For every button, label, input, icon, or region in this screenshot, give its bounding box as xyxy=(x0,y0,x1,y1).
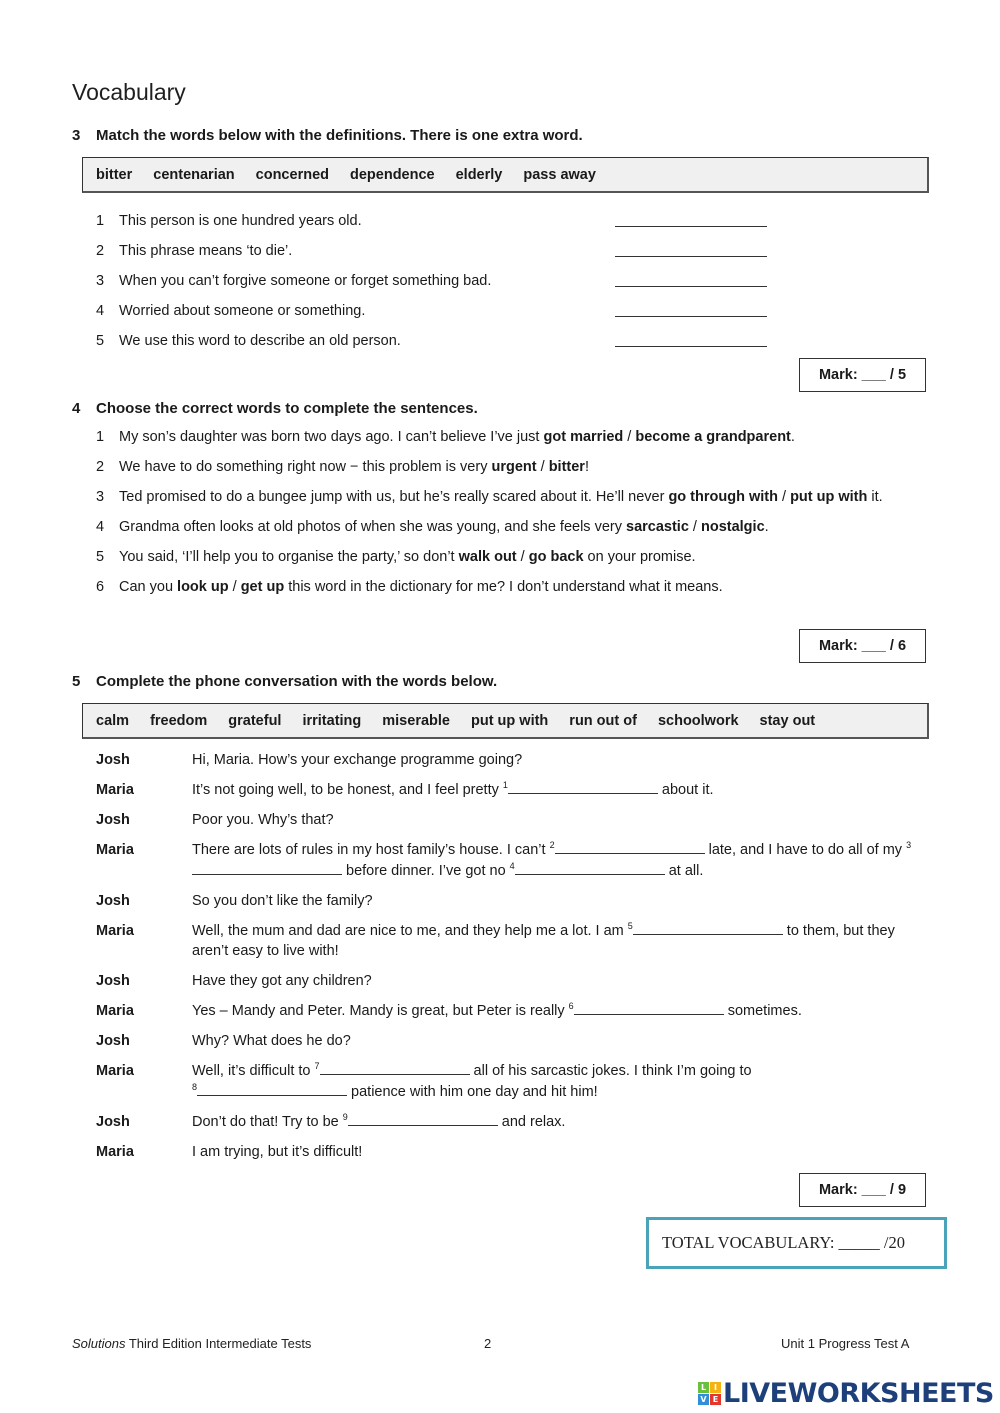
word-bank-item: put up with xyxy=(470,712,549,729)
option-1[interactable]: walk out xyxy=(458,549,517,565)
speaker-name: Maria xyxy=(96,782,134,798)
logo-letter-block: L xyxy=(698,1382,709,1393)
q4-instruction: Choose the correct words to complete the sentences. xyxy=(96,400,478,417)
q5-instruction: Complete the phone conversation with the words below. xyxy=(96,673,498,690)
dialog-text: Have they got any children? xyxy=(192,973,372,989)
definition-text: This person is one hundred years old. xyxy=(119,213,362,229)
dialog-line xyxy=(96,810,916,831)
item-number: 4 xyxy=(96,519,105,535)
sentence-text: Grandma often looks at old photos of when she was young, and she feels very sarcastic / nostalgic. xyxy=(119,519,769,535)
sentence-item xyxy=(96,517,916,537)
item-number: 4 xyxy=(96,303,105,319)
logo-letter-block: V xyxy=(698,1394,709,1405)
dialog-text: Yes – Mandy and Peter. Mandy is great, but Peter is really $^6$ sometimes. xyxy=(192,1001,802,1019)
footer-series-name: Solutions xyxy=(72,1336,126,1351)
definition-text: We use this word to describe an old person. xyxy=(119,333,401,349)
dialog-text: Don’t do that! Try to be $^9$ and relax. xyxy=(192,1111,566,1130)
speaker-name: Josh xyxy=(96,1033,130,1049)
dialog-text: Poor you. Why’s that? xyxy=(192,812,334,828)
q5-dialog xyxy=(96,750,916,1172)
answer-blank[interactable] xyxy=(615,316,767,317)
q3-mark-box: Mark: ___ / 5 xyxy=(799,358,926,392)
dialog-line xyxy=(96,1061,916,1102)
option-2[interactable]: go back xyxy=(528,549,584,565)
dialog-text: It’s not going well, to be honest, and I feel pretty $^1$ about it. xyxy=(192,780,714,798)
dialog-line xyxy=(96,1112,916,1133)
word-bank-item: calm xyxy=(96,712,130,729)
dialog-line xyxy=(96,1031,916,1052)
q3-heading xyxy=(72,127,583,144)
total-vocabulary-box: TOTAL VOCABULARY: _____ /20 xyxy=(646,1217,947,1269)
footer-page-number: 2 xyxy=(484,1336,492,1351)
word-bank-item: grateful xyxy=(228,712,282,729)
option-1[interactable]: go through with xyxy=(668,489,778,505)
speaker-name: Maria xyxy=(96,842,134,858)
dialog-text: Well, the mum and dad are nice to me, and they help me a lot. I am $^5$ to them, but they aren’t easy to live with! xyxy=(192,920,895,959)
item-number: 1 xyxy=(96,213,105,229)
sentence-text: Ted promised to do a bungee jump with us, but he’s really scared about it. He’ll never go through with / put up with it. xyxy=(119,489,883,505)
sentence-item xyxy=(96,487,916,507)
item-number: 1 xyxy=(96,429,105,445)
word-bank-item: pass away xyxy=(523,166,596,183)
answer-blank[interactable] xyxy=(615,226,767,227)
item-number: 5 xyxy=(96,549,105,565)
dialog-text: So you don’t like the family? xyxy=(192,892,373,909)
q5-number: 5 xyxy=(72,673,81,690)
word-bank-item: run out of xyxy=(569,712,637,729)
sentence-text: My son’s daughter was born two days ago. I can’t believe I’ve just got married / become a grandparent. xyxy=(119,429,795,445)
q4-heading xyxy=(72,400,478,417)
page-title: Vocabulary xyxy=(72,79,186,105)
item-number: 5 xyxy=(96,333,105,349)
word-bank-item: freedom xyxy=(150,712,208,729)
word-bank-item: bitter xyxy=(96,166,133,183)
answer-gap-3[interactable] xyxy=(192,861,342,875)
answer-gap-7[interactable] xyxy=(320,1061,470,1075)
answer-blank[interactable] xyxy=(615,346,767,347)
dialog-line xyxy=(96,1142,916,1163)
word-bank-item: dependence xyxy=(350,166,435,183)
word-bank-item: centenarian xyxy=(153,166,235,183)
speaker-name: Josh xyxy=(96,973,130,989)
definition-item xyxy=(96,236,776,266)
gap-number: 5 xyxy=(627,920,633,931)
option-2[interactable]: get up xyxy=(240,579,285,595)
option-2[interactable]: put up with xyxy=(790,489,868,505)
sentence-text: You said, ‘I’ll help you to organise the party,’ so don’t walk out / go back on your promise. xyxy=(119,549,696,565)
word-bank-item: schoolwork xyxy=(657,712,739,729)
footer-book-title xyxy=(72,1336,311,1351)
q3-instruction: Match the words below with the definitions. There is one extra word. xyxy=(96,127,583,144)
speaker-name: Josh xyxy=(96,812,130,828)
gap-number: 7 xyxy=(314,1061,320,1071)
option-1[interactable]: urgent xyxy=(491,459,537,475)
gap-number: 4 xyxy=(509,860,515,871)
q4-number: 4 xyxy=(72,400,81,417)
gap-number: 8 xyxy=(192,1081,198,1092)
q3-number: 3 xyxy=(72,127,81,144)
q5-word-box xyxy=(82,703,929,739)
sentence-item xyxy=(96,457,916,477)
dialog-line xyxy=(96,780,916,801)
answer-gap-2[interactable] xyxy=(555,840,705,854)
q5-mark-box: Mark: ___ / 9 xyxy=(799,1173,926,1207)
dialog-text: There are lots of rules in my host family’s house. I can’t $^2$ late, and I have to do all of my $^3$ before dinner. I’ve got no $^4$ at all. xyxy=(192,840,912,879)
q5-heading xyxy=(72,673,497,690)
speaker-name: Maria xyxy=(96,1143,134,1160)
word-bank-item: stay out xyxy=(759,712,816,729)
answer-gap-9[interactable] xyxy=(348,1112,498,1126)
option-1[interactable]: look up xyxy=(177,579,229,595)
option-2[interactable]: bitter xyxy=(548,459,585,475)
item-number: 3 xyxy=(96,489,105,505)
footer-book-rest: Third Edition Intermediate Tests xyxy=(125,1336,312,1351)
definition-text: This phrase means ‘to die’. xyxy=(119,243,293,259)
definition-item xyxy=(96,326,776,356)
answer-gap-1[interactable] xyxy=(508,780,658,794)
word-bank-item: miserable xyxy=(382,712,450,729)
logo-text: LIVEWORKSHEETS xyxy=(723,1378,994,1409)
dialog-line xyxy=(96,750,916,771)
answer-gap-8[interactable] xyxy=(197,1082,347,1096)
dialog-line xyxy=(96,971,916,992)
dialog-text: I am trying, but it’s difficult! xyxy=(192,1143,363,1160)
speaker-name: Josh xyxy=(96,1113,130,1130)
dialog-text: Why? What does he do? xyxy=(192,1033,351,1049)
sentence-item xyxy=(96,427,916,447)
answer-blank[interactable] xyxy=(615,256,767,257)
sentence-text: We have to do something right now − this problem is very urgent / bitter! xyxy=(119,459,589,475)
logo-blocks-icon xyxy=(698,1382,721,1405)
option-1[interactable]: sarcastic xyxy=(626,519,689,535)
gap-number: 6 xyxy=(568,1001,574,1011)
sentence-item xyxy=(96,547,916,567)
q4-mark-box: Mark: ___ / 6 xyxy=(799,629,926,663)
option-2[interactable]: nostalgic xyxy=(700,519,765,535)
q3-definition-list xyxy=(96,206,776,356)
dialog-text: Well, it’s difficult to $^7$ all of his sarcastic jokes. I think I’m going to $^8$ patience with him one day and hit him! xyxy=(192,1061,752,1100)
answer-gap-4[interactable] xyxy=(515,861,665,875)
q3-word-box xyxy=(82,157,929,193)
gap-number: 9 xyxy=(342,1111,348,1122)
speaker-name: Maria xyxy=(96,922,134,939)
dialog-line xyxy=(96,1001,916,1022)
dialog-line xyxy=(96,921,916,962)
speaker-name: Josh xyxy=(96,892,130,909)
dialog-line xyxy=(96,840,916,881)
footer-test-name: Unit 1 Progress Test A xyxy=(781,1336,910,1351)
logo-letter-block: E xyxy=(710,1394,721,1405)
definition-text: Worried about someone or something. xyxy=(119,303,366,319)
speaker-name: Maria xyxy=(96,1003,134,1019)
item-number: 6 xyxy=(96,579,105,595)
dialog-line xyxy=(96,891,916,912)
logo-letter-block: I xyxy=(710,1382,721,1393)
answer-gap-6[interactable] xyxy=(574,1001,724,1015)
gap-number: 1 xyxy=(502,780,508,790)
sentence-text: Can you look up / get up this word in the dictionary for me? I don’t understand what it means. xyxy=(119,579,723,595)
speaker-name: Maria xyxy=(96,1063,134,1079)
item-number: 3 xyxy=(96,273,105,289)
sentence-item xyxy=(96,577,916,597)
option-1[interactable]: got married xyxy=(543,429,624,445)
option-2[interactable]: become a grandparent xyxy=(635,429,791,445)
item-number: 2 xyxy=(96,243,105,259)
word-bank-item: elderly xyxy=(455,166,503,183)
q4-sentence-list xyxy=(96,427,916,607)
gap-number: 2 xyxy=(549,840,555,850)
dialog-text: Hi, Maria. How’s your exchange programme going? xyxy=(192,752,523,768)
word-bank-item: irritating xyxy=(302,712,362,729)
definition-item xyxy=(96,206,776,236)
item-number: 2 xyxy=(96,459,105,475)
word-bank-item: concerned xyxy=(255,166,329,183)
answer-gap-5[interactable] xyxy=(633,921,783,935)
definition-item xyxy=(96,296,776,326)
answer-blank[interactable] xyxy=(615,286,767,287)
definition-text: When you can’t forgive someone or forget something bad. xyxy=(119,273,492,289)
definition-item xyxy=(96,266,776,296)
speaker-name: Josh xyxy=(96,752,130,768)
liveworksheets-logo[interactable] xyxy=(698,1378,994,1409)
gap-number: 3 xyxy=(906,840,912,850)
